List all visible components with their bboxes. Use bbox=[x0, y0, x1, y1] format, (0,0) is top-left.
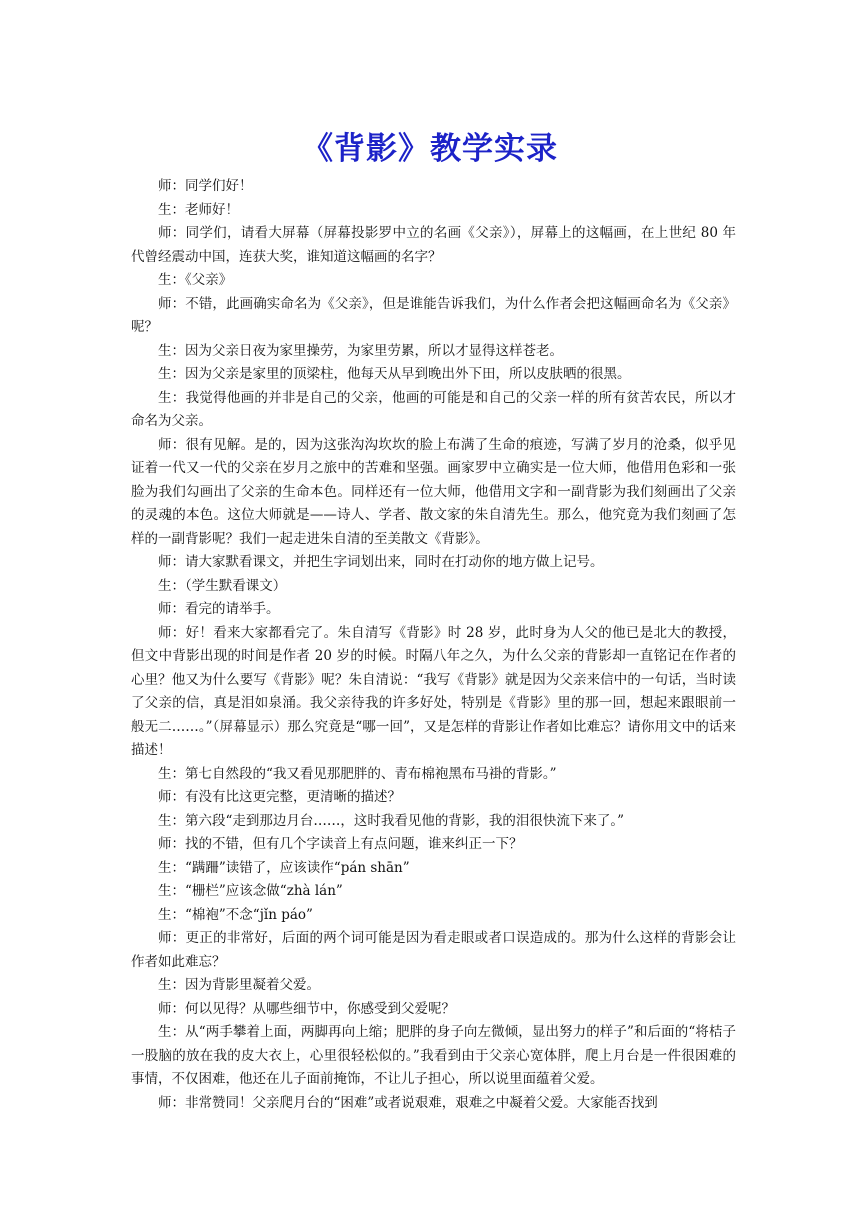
dialogue-paragraph: 生：第七自然段的“我又看见那肥胖的、青布棉袍黑布马褂的背影。” bbox=[158, 765, 557, 782]
dialogue-paragraph: 生：老师好！ bbox=[158, 201, 239, 218]
dialogue-paragraph: 生：从“两手攀着上面，两脚再向上缩；肥胖的身子向左微倾，显出努力的样子”和后面的“将桔子一股脑的放在我的皮大衣上，心里很轻松似的。”我看到由于父亲心宽体胖，爬上月台是一件很困难的事情，不仅困难，他还在儿子面前掩饰，不让儿子担心，所以说里面蕴着父爱。 bbox=[131, 1024, 736, 1087]
dialogue-paragraph: 生：“蹒跚”读错了，应该读作“pán shān” bbox=[158, 859, 410, 876]
dialogue-paragraph: 师：很有见解。是的，因为这张沟沟坎坎的脸上布满了生命的痕迹，写满了岁月的沧桑，似乎见证着一代又一代的父亲在岁月之旅中的苦难和坚强。画家罗中立确实是一位大师，他借用色彩和一张脸为我们勾画出了父亲的生命本色。同样还有一位大师，他借用文字和一副背影为我们刻画出了父亲的灵魂的本色。这位大师就是——诗人、学者、散文家的朱自清先生。那么，他究竟为我们刻画了怎样的一副背影呢？我们一起走进朱自清的至美散文《背影》。 bbox=[131, 436, 736, 547]
dialogue-paragraph: 师：同学们好！ bbox=[158, 178, 253, 194]
dialogue-paragraph: 师：请大家默看课文，并把生字词划出来，同时在打动你的地方做上记号。 bbox=[158, 554, 604, 570]
dialogue-paragraph: 生：“棉袍”不念“jǐn páo” bbox=[158, 906, 313, 923]
dialogue-paragraph: 师：有没有比这更完整，更清晰的描述？ bbox=[158, 789, 401, 805]
document-body bbox=[131, 175, 736, 1115]
dialogue-paragraph: 师：同学们，请看大屏幕（屏幕投影罗中立的名画《父亲》），屏幕上的这幅画，在上世纪 80 年代曾经震动中国，连获大奖，谁知道这幅画的名字？ bbox=[131, 225, 736, 265]
dialogue-paragraph: 师：何以见得？从哪些细节中，你感受到父爱呢？ bbox=[158, 1000, 455, 1017]
dialogue-paragraph: 师：不错，此画确实命名为《父亲》，但是谁能告诉我们，为什么作者会把这幅画命名为《父亲》呢？ bbox=[131, 295, 736, 335]
dialogue-paragraph: 生：因为父亲是家里的顶梁柱，他每天从早到晚出外下田，所以皮肤晒的很黑。 bbox=[158, 366, 631, 382]
document-title: 《背影》教学实录 bbox=[302, 130, 558, 167]
dialogue-paragraph: 生：“栅栏”应该念做“zhà lán” bbox=[158, 883, 343, 899]
dialogue-paragraph: 生：因为父亲日夜为家里操劳，为家里劳累，所以才显得这样苍老。 bbox=[158, 342, 563, 359]
dialogue-paragraph: 生：我觉得他画的并非是自己的父亲，他画的可能是和自己的父亲一样的所有贫苦农民，所以才命名为父亲。 bbox=[131, 389, 736, 429]
dialogue-paragraph: 师：好！看来大家都看完了。朱自清写《背影》时 28 岁，此时身为人父的他已是北大的教授，但文中背影出现的时间是作者 20 岁的时候。时隔八年之久，为什么父亲的背影却一直铭记在作者的心里？他又为什么要写《背影》呢？朱自清说：“我写《背影》就是因为父亲来信中的一句话，当时读了父亲的信，真是泪如泉涌。我父亲待我的许多好处，特别是《背影》里的那一回，想起来跟眼前一般无二……。”（屏幕显示）那么究竟是“哪一回”，又是怎样的背影让作者如比难忘？请你用文中的话来描述！ bbox=[131, 624, 736, 758]
dialogue-paragraph: 师：更正的非常好，后面的两个词可能是因为看走眼或者口误造成的。那为什么这样的背影会让作者如此难忘？ bbox=[131, 930, 736, 970]
dialogue-paragraph: 生：《父亲》 bbox=[158, 272, 233, 288]
dialogue-paragraph: 生：（学生默看课文） bbox=[158, 577, 287, 594]
dialogue-paragraph: 生：第六段“走到那边月台……，这时我看见他的背影，我的泪很快流下来了。” bbox=[158, 812, 625, 829]
dialogue-paragraph: 师：非常赞同！父亲爬月台的“困难”或者说艰难，艰难之中凝着父爱。大家能否找到 bbox=[158, 1094, 658, 1111]
dialogue-paragraph: 师：看完的请举手。 bbox=[158, 601, 280, 617]
dialogue-paragraph: 生：因为背影里凝着父爱。 bbox=[158, 977, 320, 993]
dialogue-paragraph: 师：找的不错，但有几个字读音上有点问题，谁来纠正一下？ bbox=[158, 836, 523, 852]
